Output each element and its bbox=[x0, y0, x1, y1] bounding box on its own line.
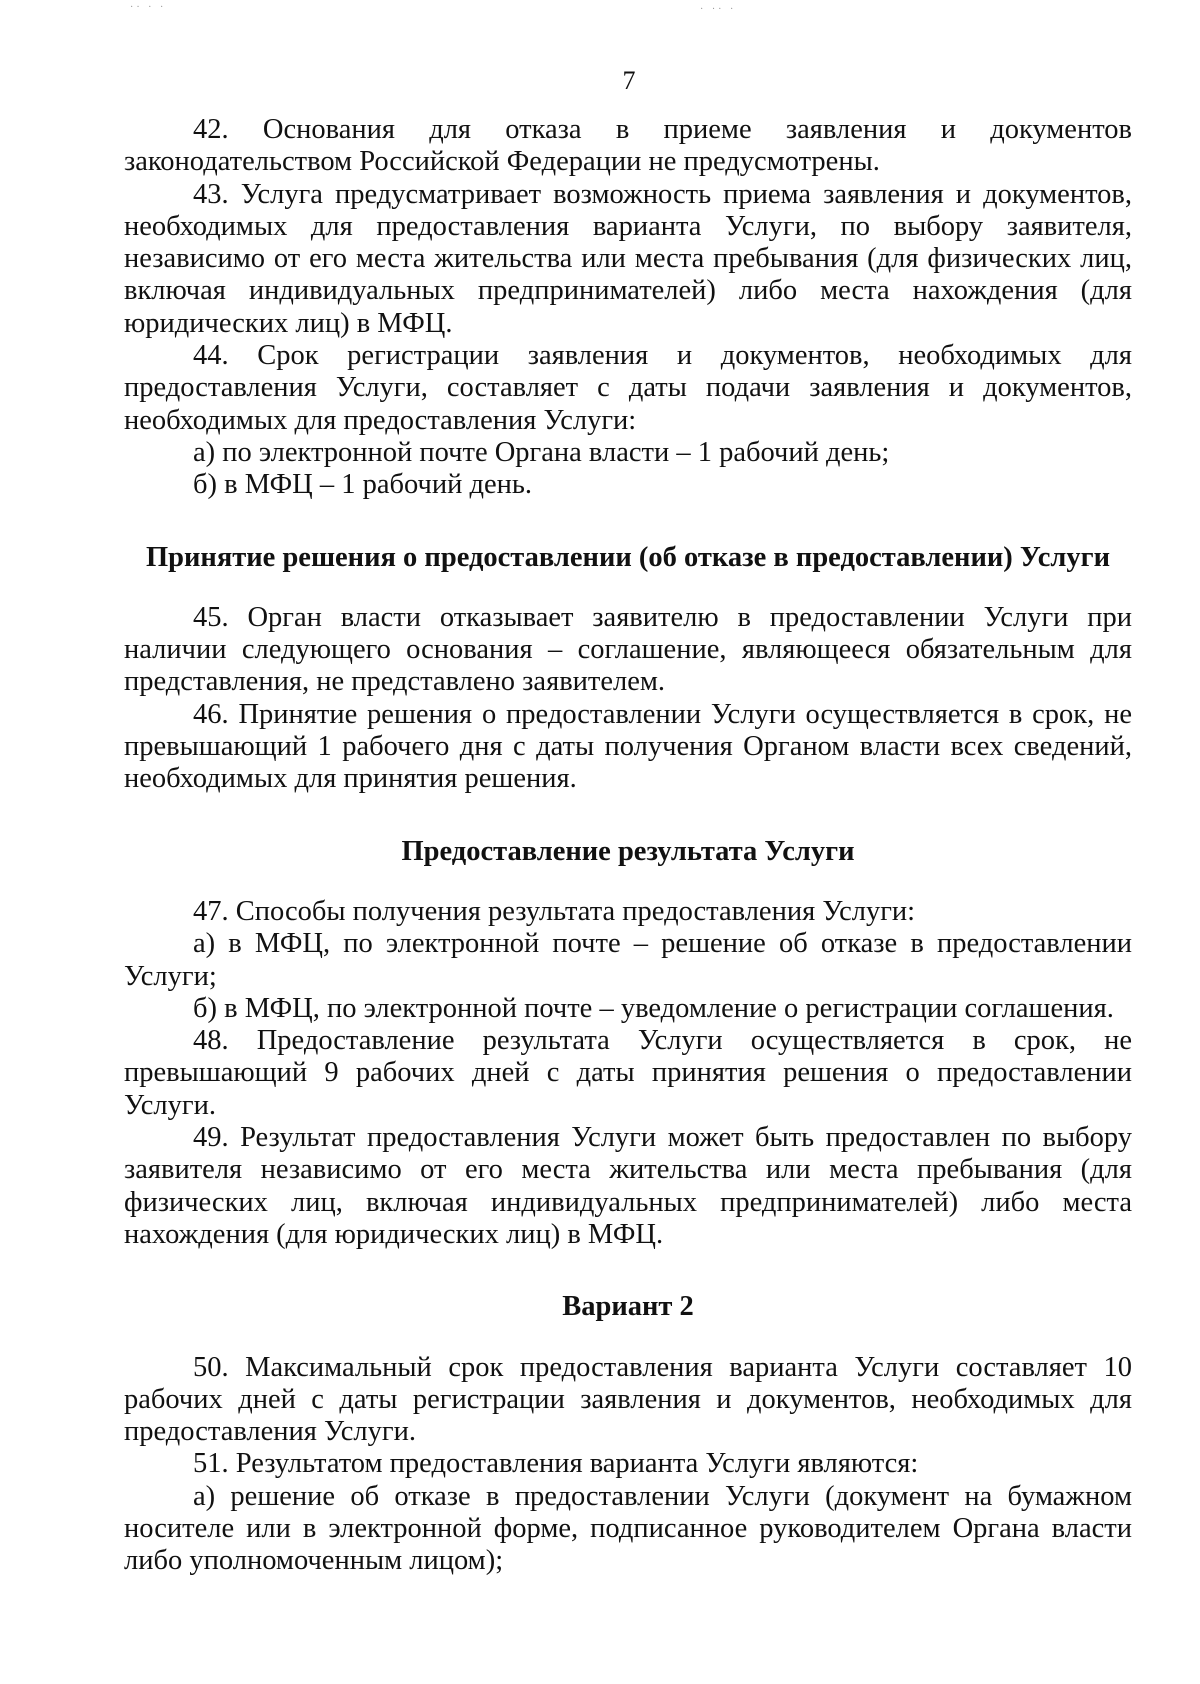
paragraph-42: 42. Основания для отказа в приеме заявления и документов законодательством Российской Федерации не предусмотрены. bbox=[124, 114, 1132, 178]
paragraph-47-b: б) в МФЦ, по электронной почте – уведомление о регистрации соглашения. bbox=[193, 992, 1114, 1024]
section-heading-result: Предоставление результата Услуги bbox=[401, 835, 855, 867]
paragraph-47-a: а) в МФЦ, по электронной почте – решение об отказе в предоставлении Услуги; bbox=[124, 928, 1132, 992]
paragraph-46: 46. Принятие решения о предоставлении Услуги осуществляется в срок, не превышающий 1 рабочего дня с даты получения Органом власти всех сведений, необходимых для принятия решения. bbox=[124, 698, 1132, 795]
section-heading-variant-2: Вариант 2 bbox=[562, 1291, 694, 1323]
paragraph-44-a: а) по электронной почте Органа власти – 1 рабочий день; bbox=[193, 436, 890, 468]
paragraph-51-a: а) решение об отказе в предоставлении Услуги (документ на бумажном носителе или в электронной форме, подписанное руководителем Органа власти либо уполномоченным лицом); bbox=[124, 1480, 1132, 1577]
page-number: 7 bbox=[622, 66, 636, 95]
section-heading-decision: Принятие решения о предоставлении (об отказе в предоставлении) Услуги bbox=[145, 541, 1110, 573]
paragraph-44-b: б) в МФЦ – 1 рабочий день. bbox=[193, 469, 533, 501]
document-body bbox=[124, 114, 1132, 1578]
paragraph-48: 48. Предоставление результата Услуги осуществляется в срок, не превышающий 9 рабочих дней с даты принятия решения о предоставлении Услуги. bbox=[124, 1025, 1132, 1121]
scan-artifact: · ·· · bbox=[700, 4, 737, 15]
paragraph-44: 44. Срок регистрации заявления и документов, необходимых для предоставления Услуги, составляет с даты подачи заявления и документов, необходимых для предоставления Услуги: bbox=[124, 340, 1132, 436]
paragraph-50: 50. Максимальный срок предоставления варианта Услуги составляет 10 рабочих дней с даты регистрации заявления и документов, необходимых для предоставления Услуги. bbox=[124, 1351, 1132, 1448]
paragraph-47: 47. Способы получения результата предоставления Услуги: bbox=[193, 895, 916, 927]
scan-artifact: ·· · · bbox=[130, 2, 167, 13]
paragraph-49: 49. Результат предоставления Услуги может быть предоставлен по выбору заявителя независимо от его места жительства или места пребывания (для физических лиц, включая индивидуальных предпринимателей) либо места нахождения (для юридических лиц) в МФЦ. bbox=[124, 1122, 1132, 1250]
paragraph-43: 43. Услуга предусматривает возможность приема заявления и документов, необходимых для предоставления варианта Услуги, по выбору заявителя, независимо от его места жительства или места пребывания (для физических лиц, включая индивидуальных предпринимателей) либо места нахождения (для юридических лиц) в МФЦ. bbox=[124, 178, 1132, 339]
paragraph-51: 51. Результатом предоставления варианта Услуги являются: bbox=[193, 1448, 919, 1480]
paragraph-45: 45. Орган власти отказывает заявителю в предоставлении Услуги при наличии следующего основания – соглашение, являющееся обязательным для представления, не представлено заявителем. bbox=[124, 601, 1132, 698]
